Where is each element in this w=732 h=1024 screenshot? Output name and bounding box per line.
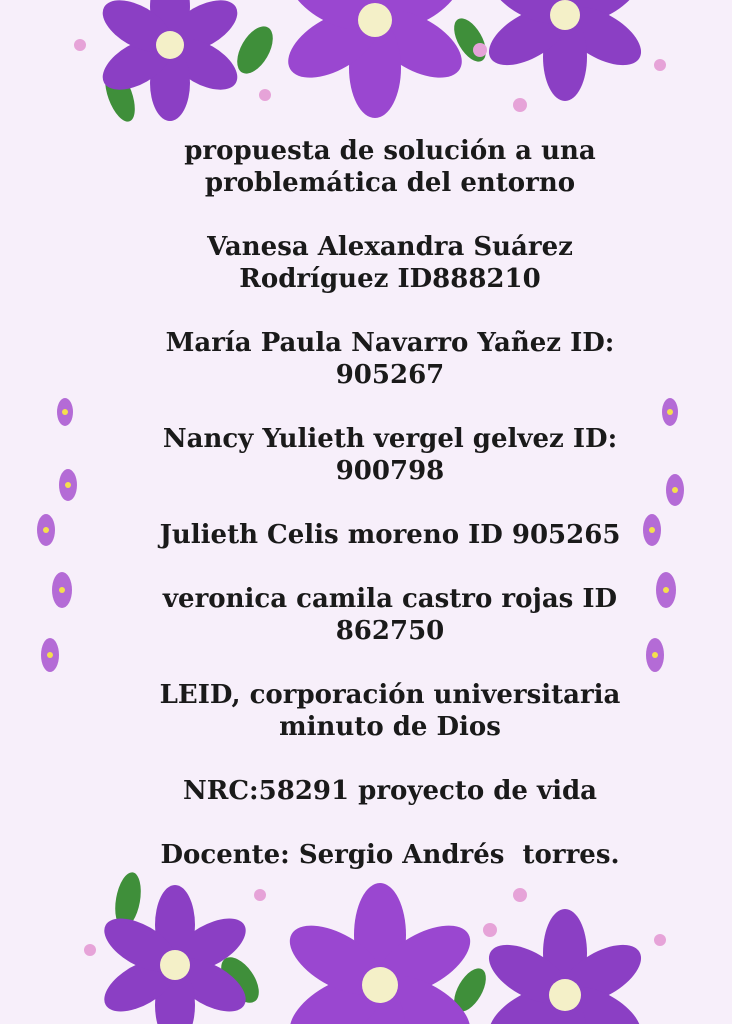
author-line: Vanesa Alexandra Suárez	[207, 232, 573, 262]
institution-block	[100, 679, 680, 743]
left-side-flowers	[30, 390, 90, 690]
author-line: veronica camila castro rojas ID	[162, 584, 618, 614]
author-line: 900798	[335, 456, 445, 486]
author-line: María Paula Navarro Yañez ID:	[165, 328, 615, 358]
author-block	[100, 519, 680, 551]
flower-icon	[480, 909, 651, 1024]
teacher-line: Docente: Sergio Andrés torres.	[160, 840, 620, 870]
bottom-flower-decoration	[0, 870, 732, 1024]
author-line: 905267	[335, 360, 445, 390]
course-block	[100, 775, 680, 807]
small-flower-icon	[37, 398, 77, 672]
author-line: Nancy Yulieth vergel gelvez ID:	[162, 424, 618, 454]
flower-icon	[279, 883, 482, 1024]
institution-line: LEID, corporación universitaria	[159, 680, 621, 710]
institution-line: minuto de Dios	[279, 712, 501, 742]
author-line: Rodríguez ID888210	[239, 264, 541, 294]
top-flower-decoration	[0, 0, 732, 140]
course-line: NRC:58291 proyecto de vida	[182, 776, 598, 806]
author-block	[100, 423, 680, 487]
author-block	[100, 583, 680, 647]
author-line: 862750	[335, 616, 445, 646]
flower-icon	[277, 0, 473, 118]
author-block	[100, 327, 680, 391]
flower-icon	[480, 0, 651, 101]
document-body	[100, 135, 680, 871]
author-line: Julieth Celis moreno ID 905265	[159, 520, 621, 550]
teacher-block	[100, 839, 680, 871]
document-title	[100, 135, 680, 199]
author-block	[100, 231, 680, 295]
title-line: propuesta de solución a una	[184, 136, 596, 166]
title-line: problemática del entorno	[204, 168, 576, 198]
